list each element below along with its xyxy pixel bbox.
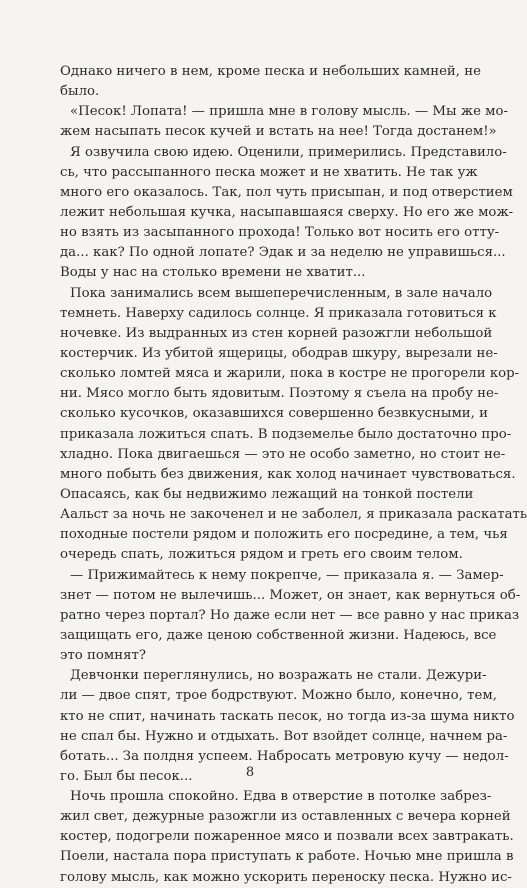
text-line: го. Был бы песок...	[60, 768, 193, 784]
text-line: жил свет, дежурные разожгли из оставленных с вечера корней	[60, 809, 511, 825]
text-line: хладно. Пока двигаешься — это не особо заметно, но стоит не-	[60, 446, 506, 462]
body-text	[60, 62, 527, 888]
text-line: «Песок! Лопата! — пришла мне в голову мысль. — Мы же мо-	[70, 104, 509, 120]
text-line: походные постели рядом и положить его посредине, а тем, чья	[60, 527, 508, 543]
text-line: приказала ложиться спать. В подземелье было достаточно про-	[60, 426, 512, 442]
text-line: костер, подогрели пожаренное мясо и позвали всех завтракать.	[60, 829, 514, 845]
text-line: ни. Мясо могло быть ядовитым. Поэтому я съела на пробу не-	[60, 386, 499, 402]
text-line: Воды у нас на столько времени не хватит...	[60, 265, 366, 281]
text-line: но взять из засыпанного прохода! Только вот носить его отту-	[60, 225, 500, 241]
text-line: голову мысль, как можно ускорить переноску песка. Нужно ис-	[60, 869, 512, 885]
text-line: — Прижимайтесь к нему покрепче, — приказала я. — Замер-	[70, 567, 504, 583]
text-line: Поели, настала пора приступать к работе. Ночью мне пришла в	[60, 849, 514, 865]
text-line: много побыть без движения, как холод начинает чувствоваться.	[60, 466, 516, 482]
text-line: костерчик. Из убитой ящерицы, ободрав шкуру, вырезали не-	[60, 345, 498, 361]
text-line: было.	[60, 84, 100, 100]
text-line: не спал бы. Нужно и отдыхать. Вот взойдет солнце, начнем ра-	[60, 728, 508, 744]
text-line: защищать его, даже ценою собственной жизни. Надеюсь, все	[60, 627, 497, 643]
text-line: Опасаясь, как бы недвижимо лежащий на тонкой постели	[60, 486, 474, 502]
text-line: много его оказалось. Так, пол чуть присыпан, и под отверстием	[60, 184, 513, 200]
text-line: сколько кусочков, оказавшихся совершенно безвкусными, и	[60, 406, 488, 422]
text-line: ночевке. Из выдранных из стен корней разожгли небольшой	[60, 325, 493, 341]
text-line: темнеть. Наверху садилось солнце. Я приказала готовиться к	[60, 305, 497, 321]
text-line: это помнят?	[60, 648, 146, 664]
text-line: жем насыпать песок кучей и встать на нее! Тогда достанем!»	[60, 124, 497, 140]
text-line: Я озвучила свою идею. Оценили, примерились. Представило-	[70, 144, 507, 160]
text-line: Однако ничего в нем, кроме песка и небольших камней, не	[60, 64, 481, 79]
text-line: ратно через портал? Но даже если нет — все равно у нас приказ	[60, 607, 520, 623]
text-line: Ночь прошла спокойно. Едва в отверстие в потолке забрез-	[70, 789, 492, 805]
text-line: знет — потом не вылечишь... Может, он знает, как вернуться об-	[60, 587, 521, 603]
text-line: очередь спать, ложиться рядом и греть его своим телом.	[60, 547, 463, 563]
page-number: 8	[245, 765, 255, 780]
text-line: Пока занимались всем вышеперечисленным, в зале начало	[70, 285, 493, 301]
text-line: кто не спит, начинать таскать песок, но тогда из-за шума никто	[60, 708, 515, 724]
text-line: Аальст за ночь не закоченел и не заболел, я приказала раскатать	[60, 507, 527, 523]
text-line: ли — двое спят, трое бодрствуют. Можно было, конечно, тем,	[60, 688, 497, 704]
text-line: Девчонки переглянулись, но возражать не стали. Дежури-	[70, 668, 487, 684]
text-line: лежит небольшая кучка, насыпавшаяся сверху. Но его же мож-	[60, 204, 514, 220]
text-line: сколько ломтей мяса и жарили, пока в костре не прогорели кор-	[60, 366, 520, 382]
text-line: да... как? По одной лопате? Эдак и за неделю не управишься...	[60, 245, 506, 261]
text-line: сь, что рассыпанного песка может и не хватить. Не так уж	[60, 164, 478, 180]
text-line: ботать... За полдня успеем. Набросать метровую кучу — недол-	[60, 748, 509, 764]
